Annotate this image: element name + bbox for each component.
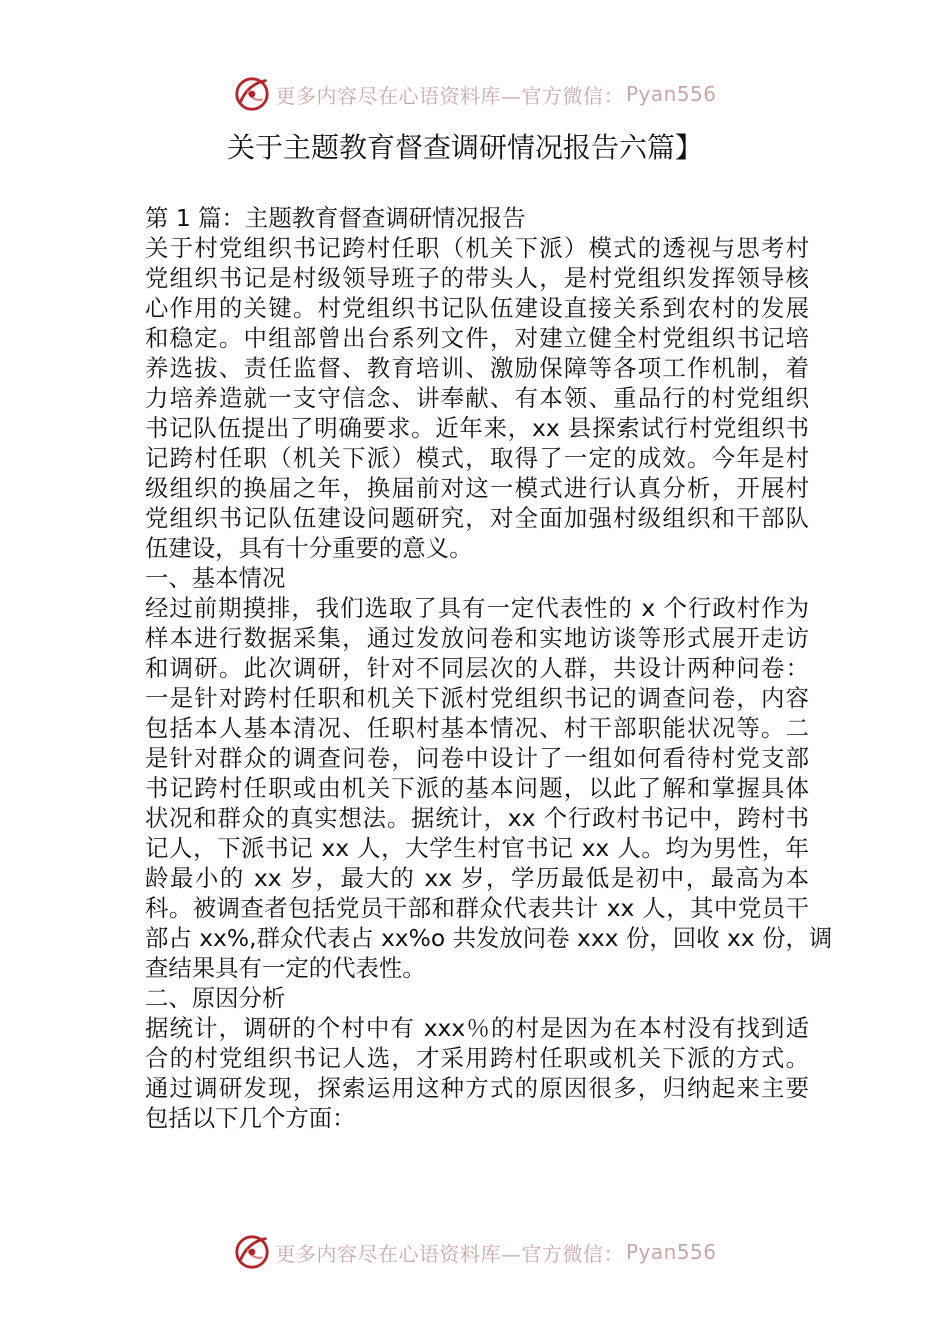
red-circle-seal-logo-icon [233,75,271,113]
body-line: 级组织的换届之年，换届前对这一模式进行认真分析，开展村 [145,474,809,502]
body-line: 心作用的关键。村党组织书记队伍建设直接关系到农村的发展 [145,294,809,322]
red-circle-seal-logo-icon [233,1233,271,1271]
watermark-wechat-id: Pyan556 [625,1240,717,1264]
body-line: 记人，下派书记 xx 人，大学生村官书记 xx 人。均为男性，年 [145,834,809,862]
body-line: 党组织书记队伍建设问题研究，对全面加强村级组织和干部队 [145,504,809,532]
body-line: 样本进行数据采集，通过发放问卷和实地访谈等形式展开走访 [145,624,809,652]
body-line: 党组织书记是村级领导班子的带头人，是村党组织发挥领导核 [145,264,809,292]
document-body [145,203,833,1133]
body-line: 是针对群众的调查问卷，问卷中设计了一组如何看待村党支部 [145,744,809,772]
body-line: 和调研。此次调研，针对不同层次的人群，共设计两种问卷： [145,654,809,682]
body-line: 合的村党组织书记人选，才采用跨村任职或机关下派的方式。 [145,1044,809,1072]
body-line: 关于村党组织书记跨村任职（机关下派）模式的透视与思考村 [145,234,809,262]
body-line: 伍建设，具有十分重要的意义。 [145,534,473,562]
body-line: 书记跨村任职或由机关下派的基本问题，以此了解和掌握具体 [145,774,809,802]
body-line: 和稳定。中组部曾出台系列文件，对建立健全村党组织书记培 [145,324,809,352]
section-heading: 第 1 篇：主题教育督查调研情况报告 [145,204,526,232]
body-line: 养选拔、责任监督、教育培训、激励保障等各项工作机制，着 [145,354,809,382]
document-title: 关于主题教育督查调研情况报告六篇】 [226,131,703,164]
body-line: 包括本人基本清况、任职村基本情况、村干部职能状况等。二 [145,714,809,742]
section-heading: 一、基本情况 [145,564,286,592]
body-line: 状况和群众的真实想法。据统计，xx 个行政村书记中，跨村书 [145,804,809,832]
watermark-wechat-id: Pyan556 [625,82,717,106]
watermark-brand-text: 更多内容尽在心语资料库—官方微信： [275,1241,624,1266]
body-line: 记跨村任职（机关下派）模式，取得了一定的成效。今年是村 [145,444,809,472]
body-line: 包括以下几个方面： [145,1104,356,1132]
footer-watermark [0,1232,950,1272]
body-line: 通过调研发现，探索运用这种方式的原因很多，归纳起来主要 [145,1074,809,1102]
section-heading: 二、原因分析 [145,984,286,1012]
body-line: 龄最小的 xx 岁，最大的 xx 岁，学历最低是初中，最高为本 [145,864,809,892]
body-line: 书记队伍提出了明确要求。近年来，xx 县探索试行村党组织书 [145,414,809,442]
body-line: 查结果具有一定的代表性。 [145,954,426,982]
body-line: 部占 xx%,群众代表占 xx%o 共发放问卷 xxx 份，回收 xx 份，调 [145,924,833,952]
body-line: 科。被调查者包括党员干部和群众代表共计 xx 人，其中党员干 [145,894,809,922]
body-line: 一是针对跨村任职和机关下派村党组织书记的调查问卷，内容 [145,684,809,712]
watermark-brand-text: 更多内容尽在心语资料库—官方微信： [275,83,624,108]
header-watermark [0,74,950,114]
body-line: 据统计，调研的个村中有 xxx％的村是因为在本村没有找到适 [145,1014,809,1042]
body-line: 经过前期摸排，我们选取了具有一定代表性的 x 个行政村作为 [145,594,809,622]
body-line: 力培养造就一支守信念、讲奉献、有本领、重品行的村党组织 [145,384,809,412]
